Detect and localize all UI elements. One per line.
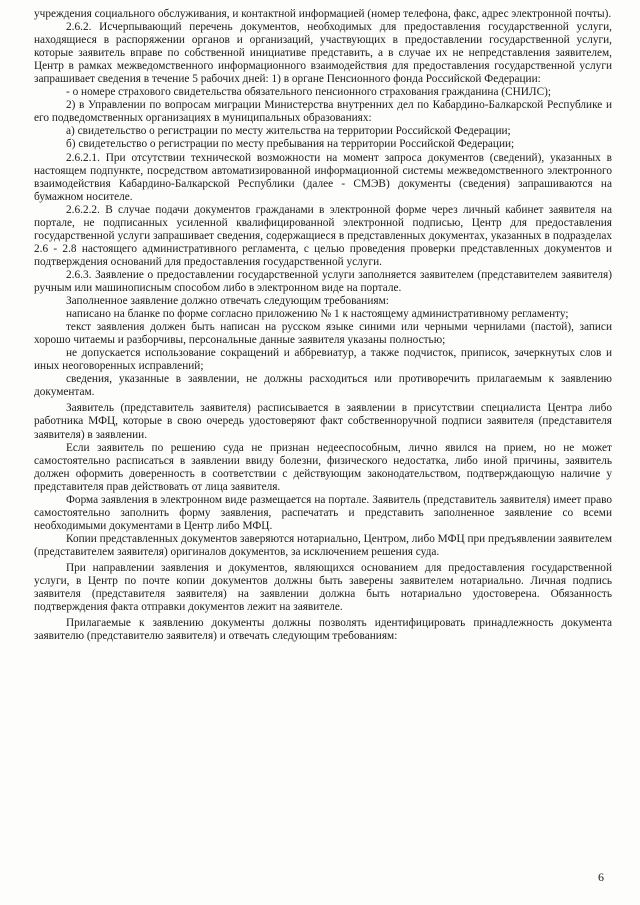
paragraph-electronic-form: Форма заявления в электронном виде размещается на портале. Заявитель (представитель заявителя) имеет право самостоятельно заполнить форму заявления, распечатать и представить заполненное заявление со всеми необходимыми документами в Центр либо МФЦ.: [34, 493, 612, 532]
paragraph-requirement-consistency: сведения, указанные в заявлении, не должны расходиться или противоречить прилагаемым к заявлению документам.: [34, 373, 612, 399]
paragraph-requirement-form: написано на бланке по форме согласно приложению № 1 к настоящему административному регламенту;: [66, 308, 569, 321]
paragraph-signature: Заявитель (представитель заявителя) расписывается в заявлении в присутствии специалиста Центра либо работника МФЦ, которые в свою очередь удостоверяют факт собственноручной подписи заявителя (представителя заявителя) в заявлении.: [34, 402, 612, 441]
paragraph-mail: При направлении заявления и документов, являющихся основанием для предоставления государственной услуги, в Центр по почте копии документов должны быть заверены заявителем нотариально. Личная подпись заявителя (представителя заявителя) на заявлении должна быть нотариально удостоверена. Обязанность подтверждения факта отправки документов лежит на заявителе.: [34, 561, 612, 614]
paragraph-incapacity: Если заявитель по решению суда не признан недееспособным, лично явился на прием, но не может самостоятельно расписаться в заявлении ввиду болезни, физического недостатка, либо иной причины, заявитель должен оформить доверенность в соответствии с действующим законодательством, подтверждающую наличие у представителя прав действовать от лица заявителя.: [34, 441, 612, 493]
paragraph-requirement-language: текст заявления должен быть написан на русском языке синими или черными чернилами (пастой), записи хорошо читаемы и разборчивы, персональные данные заявителя указаны полностью;: [34, 321, 612, 347]
paragraph-item-b: б) свидетельство о регистрации по месту пребывания на территории Российской Федерации;: [66, 138, 515, 151]
paragraph-snils: - о номере страхового свидетельства обязательного пенсионного страхования гражданина (СНИЛС);: [66, 86, 552, 99]
paragraph-item-a: а) свидетельство о регистрации по месту жительства на территории Российской Федерации;: [66, 125, 511, 138]
paragraph-requirement-abbreviations: не допускается использование сокращений и аббревиатур, а также подчисток, приписок, зачеркнутых слов и иных неоговоренных исправлений;: [34, 347, 612, 373]
paragraph-2-6-2-1: 2.6.2.1. При отсутствии технической возможности на момент запроса документов (сведений), указанных в настоящем подпункте, посредством автоматизированной информационной системы межведомственного электронного взаимодействия Кабардино-Балкарской Республики (далее - СМЭВ) документы (сведения) запрашиваются на бумажном носителе.: [34, 151, 612, 203]
paragraph-2-6-2: 2.6.2. Исчерпывающий перечень документов, необходимых для предоставления государственной услуги, находящиеся в распоряжении органов и организаций, участвующих в предоставлении государственной услуги, которые заявитель вправе по собственной инициативе представить, а в случае их не непредставления заявителем, Центр в рамках межведомственного информационного взаимодействия для предоставления государственной услуги запрашивает сведения в течение 5 рабочих дней: 1) в органе Пенсионного фонда Российской Федерации:: [34, 21, 612, 86]
paragraph-requirements-intro: Заполненное заявление должно отвечать следующим требованиям:: [66, 295, 389, 308]
paragraph-copies: Копии представленных документов заверяются нотариально, Центром, либо МФЦ при предъявлении заявителем (представителем заявителя) оригиналов документов, за исключением решения суда.: [34, 532, 612, 558]
paragraph-attached-docs: Прилагаемые к заявлению документы должны позволять идентифицировать принадлежность документа заявителю (представителю заявителя) и отвечать следующим требованиям:: [34, 617, 612, 643]
paragraph-contact-info: учреждения социального обслуживания, и контактной информацией (номер телефона, факс, адрес электронной почты).: [34, 8, 612, 20]
paragraph-2-6-2-2: 2.6.2.2. В случае подачи документов гражданами в электронной форме через личный кабинет заявителя на портале, не подписанных усиленной квалифицированной электронной подписью, Центр для предоставления государственной услуги запрашивает сведения, содержащиеся в представленных документах, указанных в подразделах 2.6 - 2.8 настоящего административного регламента, с целью проведения проверки представленных документов и подтверждения оснований для предоставления государственной услуги.: [34, 203, 612, 268]
document-body: [34, 8, 612, 643]
page-number: 6: [598, 870, 604, 884]
paragraph-migration: 2) в Управлении по вопросам миграции Министерства внутренних дел по Кабардино-Балкарской Республике и его подведомственных организациях в муниципальных образованиях:: [34, 99, 612, 125]
paragraph-2-6-3: 2.6.3. Заявление о предоставлении государственной услуги заполняется заявителем (представителем заявителя) ручным или машинописным способом либо в электронном виде на портале.: [34, 268, 612, 294]
